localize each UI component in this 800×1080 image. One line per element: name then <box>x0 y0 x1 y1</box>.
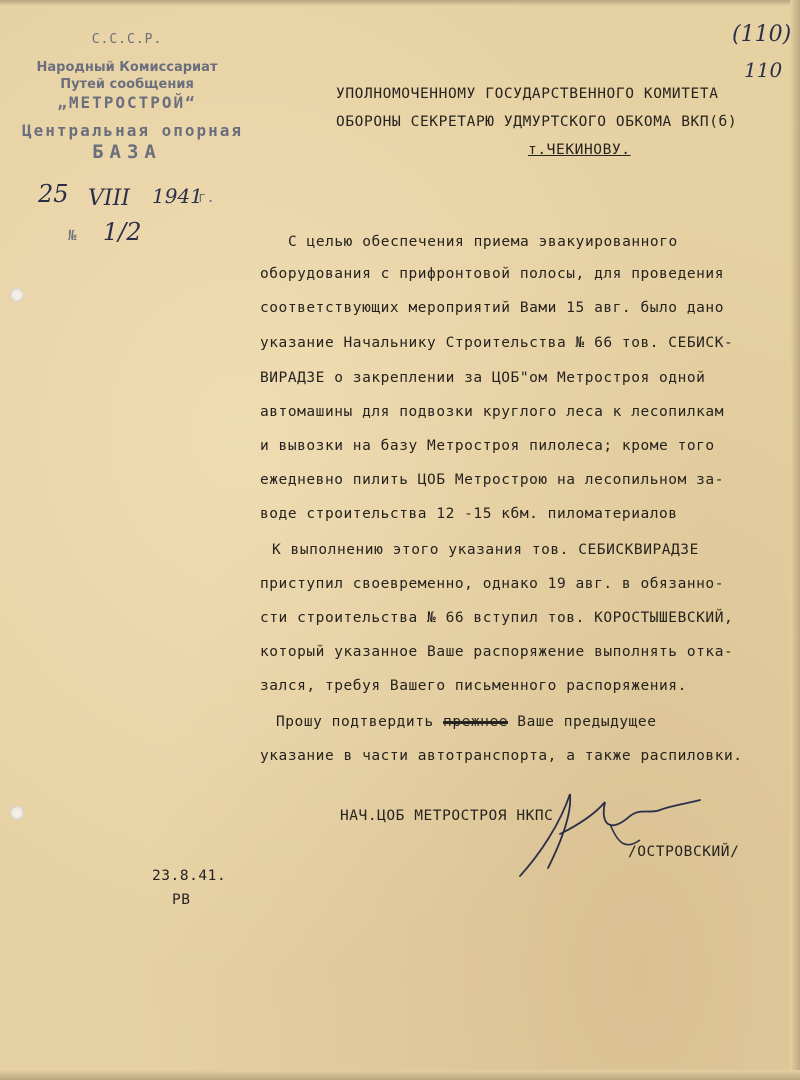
addressee-line1: УПОЛНОМОЧЕННОМУ ГОСУДАРСТВЕННОГО КОМИТЕТА <box>336 86 719 102</box>
body-line: приступил своевременно, однако 19 авг. в обязанно- <box>260 576 724 592</box>
stamp-line2: Путей сообщения <box>60 77 194 92</box>
body-struck-word: прежнее <box>443 714 509 730</box>
stamp-number-label: № <box>68 228 77 244</box>
body-last-paragraph-line <box>276 714 657 730</box>
footer-initials: РВ <box>172 892 191 908</box>
body-line: который указанное Ваше распоряжение выполнять отка- <box>260 644 734 660</box>
body-line: ежедневно пилить ЦОБ Метрострою на лесопильном за- <box>260 472 724 488</box>
stamp-org: „МЕТРОСТРОЙ“ <box>57 93 197 112</box>
signature-title: НАЧ.ЦОБ МЕТРОСТРОЯ НКПС <box>340 808 554 824</box>
body-request-end: Ваше предыдущее <box>517 714 657 730</box>
stamp-number-value: 1/2 <box>102 218 142 246</box>
organization-stamp <box>22 32 244 163</box>
addressee-name: т.ЧЕКИНОВУ. <box>528 142 631 158</box>
addressee-line2: ОБОРОНЫ СЕКРЕТАРЮ УДМУРТСКОГО ОБКОМА ВКП(б) <box>336 114 738 130</box>
body-line: соответствующих мероприятий Вами 15 авг. было дано <box>260 300 724 316</box>
stamp-country: С.С.С.Р. <box>91 32 163 47</box>
archive-page-number: (110) <box>732 22 792 47</box>
stamp-number <box>68 218 142 246</box>
page-edge-top <box>0 0 800 6</box>
stamp-line1: Народный Комиссариат <box>36 60 218 75</box>
body-line: и вывозки на базу Метростроя пилолеса; кроме того <box>260 438 715 454</box>
page-edge-bottom <box>0 1070 800 1080</box>
body-line: С целью обеспечения приема эвакуированного <box>288 234 678 250</box>
archive-page-number-repeat: 110 <box>744 58 783 82</box>
stamp-date-day: 25 <box>38 180 69 208</box>
footer-date: 23.8.41. <box>152 868 227 884</box>
body-line: зался, требуя Вашего письменного распоряжения. <box>260 678 687 694</box>
stamp-line3: Центральная опорная <box>22 121 244 140</box>
stamp-date-year: 1941 <box>152 184 203 208</box>
punch-hole-top <box>10 288 24 302</box>
handwritten-signature <box>500 784 710 884</box>
body-line: ВИРАДЗЕ о закреплении за ЦОБ"ом Метростроя одной <box>260 370 706 386</box>
punch-hole-bottom <box>10 806 24 820</box>
body-line: воде строительства 12 -15 кбм. пиломатериалов <box>260 506 678 522</box>
body-line: автомашины для подвозки круглого леса к лесопилкам <box>260 404 724 420</box>
body-line: указание в части автотранспорта, а также распиловки. <box>260 748 743 764</box>
signature-name: /ОСТРОВСКИЙ/ <box>628 844 740 860</box>
page-edge-right <box>790 0 800 1080</box>
body-line: К выполнению этого указания тов. СЕБИСКВИРАДЗЕ <box>272 542 699 558</box>
body-line: сти строительства № 66 вступил тов. КОРОСТЫШЕВСКИЙ, <box>260 610 734 626</box>
stamp-base: БАЗА <box>92 141 162 163</box>
stamp-date <box>30 180 215 211</box>
stamp-date-month: VIII <box>88 186 130 211</box>
body-line: указание Начальнику Строительства № 66 тов. СЕБИСК- <box>260 335 734 351</box>
stamp-date-suffix: г. <box>198 190 215 206</box>
body-line: оборудования с прифронтовой полосы, для проведения <box>260 266 724 282</box>
body-request-start: Прошу подтвердить <box>276 714 434 730</box>
